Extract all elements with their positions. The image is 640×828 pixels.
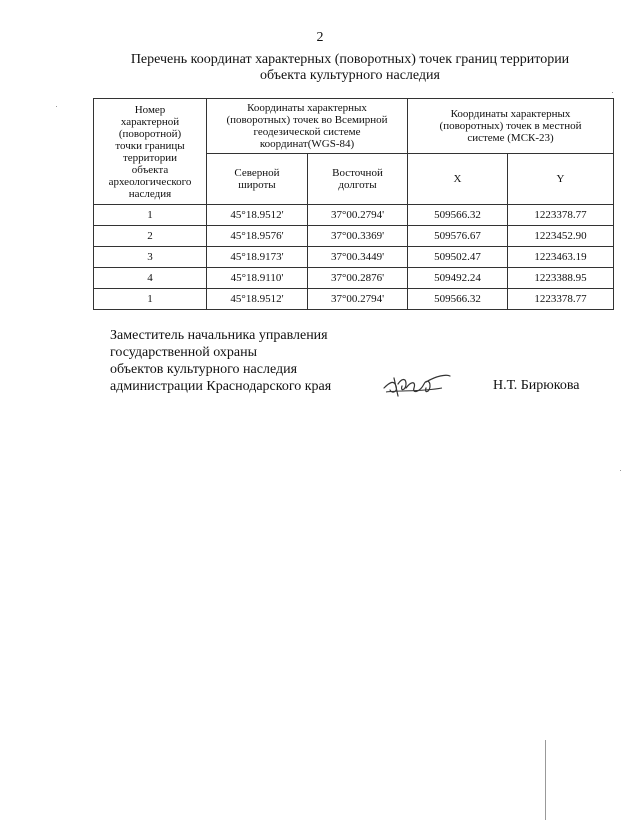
- cell-x: 509576.67: [408, 226, 508, 247]
- table-row: [94, 289, 614, 310]
- page-number: 2: [316, 30, 324, 45]
- cell-x: 509502.47: [408, 247, 508, 268]
- signatory-name: Н.Т. Бирюкова: [493, 378, 580, 393]
- cell-north: 45°18.9173': [207, 247, 308, 268]
- coordinates-table: [93, 98, 614, 310]
- cell-north: 45°18.9576': [207, 226, 308, 247]
- table-row: [94, 205, 614, 226]
- header-x: X: [408, 154, 508, 205]
- signatory-position-line: объектов культурного наследия: [110, 362, 298, 377]
- header-east-longitude: Восточной долготы: [308, 154, 408, 205]
- scan-speck: [612, 92, 613, 93]
- signatory-position-line: Заместитель начальника управления: [110, 328, 328, 343]
- cell-point: 1: [94, 289, 207, 310]
- cell-north: 45°18.9110': [207, 268, 308, 289]
- handwritten-signature: [380, 370, 452, 400]
- cell-point: 3: [94, 247, 207, 268]
- scan-speck: [620, 470, 621, 471]
- table-row: [94, 268, 614, 289]
- table-row: [94, 226, 614, 247]
- cell-y: 1223463.19: [508, 247, 614, 268]
- table-row: [94, 247, 614, 268]
- cell-y: 1223378.77: [508, 289, 614, 310]
- cell-y: 1223378.77: [508, 205, 614, 226]
- cell-east: 37°00.2794': [308, 205, 408, 226]
- document-title-line-2: объекта культурного наследия: [260, 68, 440, 83]
- cell-point: 2: [94, 226, 207, 247]
- cell-north: 45°18.9512': [207, 289, 308, 310]
- cell-north: 45°18.9512': [207, 205, 308, 226]
- cell-east: 37°00.3369': [308, 226, 408, 247]
- signatory-position-line: государственной охраны: [110, 345, 258, 360]
- document-title-line-1: Перечень координат характерных (поворотных) точек границ территории: [130, 52, 570, 67]
- margin-line: [545, 740, 546, 820]
- cell-x: 509566.32: [408, 205, 508, 226]
- header-msk23-group: Координаты характерных (поворотных) точек в местной системе (МСК-23): [408, 99, 614, 154]
- header-north-latitude: Северной широты: [207, 154, 308, 205]
- signatory-position: [110, 327, 530, 395]
- document-title: [90, 52, 610, 84]
- cell-east: 37°00.2794': [308, 289, 408, 310]
- cell-point: 4: [94, 268, 207, 289]
- cell-point: 1: [94, 205, 207, 226]
- cell-y: 1223388.95: [508, 268, 614, 289]
- header-wgs84-group: Координаты характерных (поворотных) точек во Всемирной геодезической системе координат(WGS-84): [207, 99, 408, 154]
- cell-east: 37°00.2876': [308, 268, 408, 289]
- cell-east: 37°00.3449': [308, 247, 408, 268]
- scan-speck: [56, 106, 57, 107]
- cell-x: 509492.24: [408, 268, 508, 289]
- cell-x: 509566.32: [408, 289, 508, 310]
- header-y: Y: [508, 154, 614, 205]
- cell-y: 1223452.90: [508, 226, 614, 247]
- header-point-number: Номер характерной (поворотной) точки границы территории объекта археологического наследия: [94, 99, 207, 205]
- signatory-position-line: администрации Краснодарского края: [110, 379, 332, 394]
